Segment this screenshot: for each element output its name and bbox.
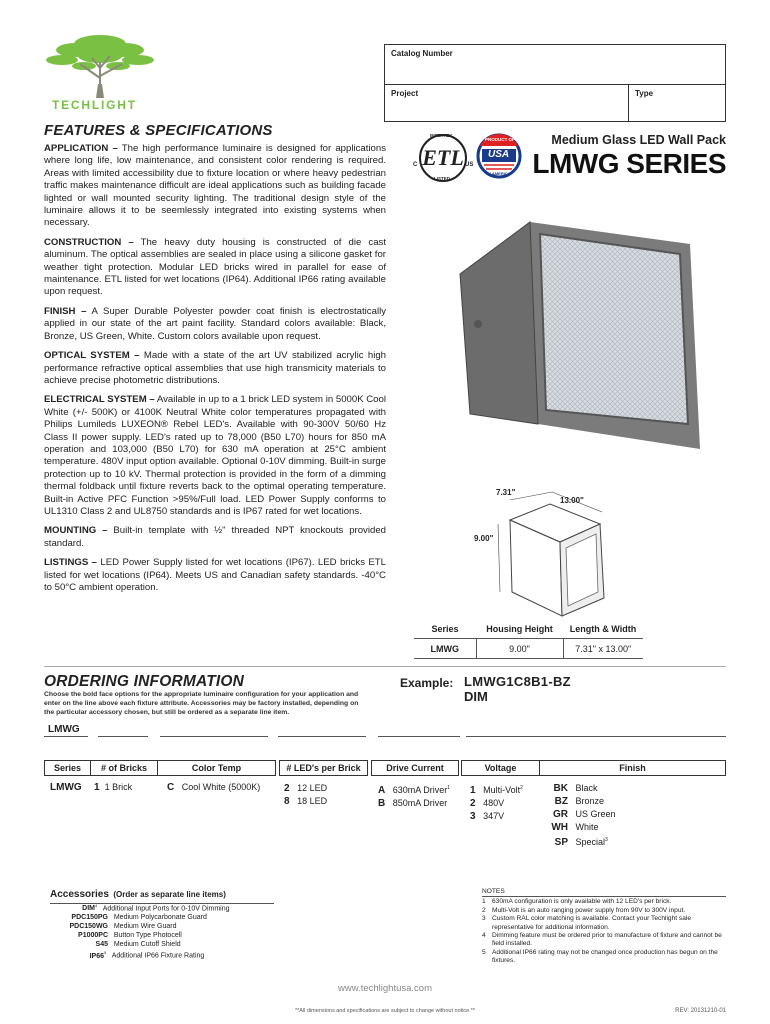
spec-table-header [414,619,643,639]
feature-electrical: ELECTRICAL SYSTEM – Available in up to a 1 brick LED system in 5000K Cool White (+/- 500K) or 4100K Neutral White color temperatures propagated with Philips Lumileds LUXEON® Rebel LED's. Available with 90-300V 50/60 Hz Class II power supply. LED's rated up to 78,000 (B50 L70) hours for 850 mA operation and 103,000 (B50 L70) for 630 mA operation at 25°C ambient temperature. 480V input option available. Optional 0-10V dimming. Built-in surge protection up to 10 kV. Thermal protection is provided in the form of a dimming thermal foldback until fixture reverts back to the optimal operating temperature. Built-in Active PFC Function >95%/Full load. LED Power Supply conforms to UL1310 Class 2 and UL8750 standards and is IP67 rated for wet locations. [44,394,386,517]
opt-voltage [470,782,523,823]
spec-td-lw: 7.31" x 13.00" [563,639,643,659]
accessories-list [50,902,280,961]
usa-top: PRODUCT OF [485,137,515,142]
opt-finish-gr: GR US Green [553,809,616,820]
acc-item: P1000PC Button Type Photocell [78,931,182,939]
col-leds: # LED's per Brick [279,760,368,776]
ordering-lines [44,736,726,738]
footer-rev: REV: 20131210-01 [675,1008,726,1014]
ordering-headers [44,760,726,776]
divider [44,666,726,667]
dim-width: 13.00" [560,496,584,505]
feature-listings: LISTINGS – LED Power Supply listed for wet locations (IP67). LED bricks ETL listed for wet locations (IP64). Meets US and Canadian safety standards. -40°C to 50°C ambient operation. [44,557,387,593]
example-code: LMWG1C8B1-BZ [464,674,571,689]
notes-title: NOTES [482,888,726,897]
type-box[interactable] [628,84,726,122]
feature-finish: FINISH – A Super Durable Polyester powder coat finish is electrostatically applied in our state of the art paint facility. Standard colors available: Black, Bronze, US Green, White. Custom colors available upon request. [44,305,387,342]
dim-height: 9.00" [474,534,494,543]
col-finish: Finish [539,760,726,776]
note-item: 4 Dimming feature must be ordered prior to manufacture of fixture and cannot be field installed. [482,932,722,948]
col-voltage: Voltage [461,760,540,776]
accessories-subtitle: (Order as separate line items) [113,890,226,899]
footer-disclaimer: **All dimensions and specifications are subject to change without notice.** [294,1008,476,1014]
etl-listed-logo [413,132,473,184]
spec-th-height: Housing Height [476,619,563,639]
spec-table-row [414,639,643,659]
col-bricks: # of Bricks [90,760,158,776]
spec-th-series: Series [414,619,476,639]
product-title: LMWG SERIES [532,148,726,179]
acc-item: S45 Medium Cutoff Shield [95,940,181,948]
ordering-desc: Choose the bold face options for the appropriate luminaire configuration for your application and enter on the line above each fixture attribute. Accessories may be factory installed, depending on the particular accessory chosen, but still be ordered as a separate line item. [44,691,359,716]
acc-item: $IP66^5$ Additional IP66 Fixture Rating [89,950,205,960]
accessories-header [50,884,274,904]
brand-name: TECHLIGHT [52,98,137,112]
techlight-logo [40,28,160,114]
note-item: 1 630mA configuration is only available with 12 LED's per brick. [482,898,672,906]
spec-th-lw: Length & Width [563,619,643,639]
opt-voltage-3: 3 347V [470,811,505,822]
acc-item: PDC150PG Medium Polycarbonate Guard [71,914,207,922]
type-label: Type [635,89,654,98]
usa-bottom: IN AMERICA [487,171,511,176]
etl-bottom: LISTED [434,176,451,181]
opt-leds [284,782,327,808]
product-photo [440,214,730,469]
ordering-prefix: LMWG [48,724,80,735]
feature-mounting: MOUNTING – Built-in template with ½" threaded NPT knockouts provided standard. [44,525,386,549]
svg-text:ETL: ETL [422,145,464,170]
note-item: 5 Additional IP66 rating may not be changed once production has begun on the fixtures. [482,948,718,965]
opt-voltage-1: 1 Multi-Volt$^2$ [470,785,523,796]
product-subtitle: Medium Glass LED Wall Pack [551,133,726,147]
opt-color: C Cool White (5000K) [167,782,261,793]
catalog-label: Catalog Number [391,49,453,58]
etl-c: C [413,162,418,168]
etl-top: INTERTEK [430,133,453,138]
features-title: FEATURES & SPECIFICATIONS [44,122,273,139]
example-label: Example: [400,676,454,690]
opt-finish-bz: BZ Bronze [554,796,605,807]
acc-item: DIM$^4$ Additional Input Ports for 0-10V Dimming [82,903,230,913]
feature-construction: CONSTRUCTION – The heavy duty housing is constructed of die cast aluminum. The optical assemblies are sealed in place using a silicone gasket for weather tight protection. Modular LED bricks wired in parallel for ease of maintenance. ETL listed for wet locations (IP64). Additional IP66 rating available upon request. [44,236,386,298]
etl-us: US [465,162,474,168]
col-series: Series [44,760,91,776]
opt-drive-b: B 850mA Driver [378,798,448,809]
opt-finish-sp: SP Special$^3$ [554,837,608,848]
opt-voltage-2: 2 480V [470,798,505,809]
col-drive: Drive Current [371,760,459,776]
opt-leds-8: 8 18 LED [284,796,328,807]
notes [482,888,726,966]
opt-finish-bk: BK Black [553,783,598,794]
spec-td-height: 9.00" [476,639,563,659]
ordering-title: ORDERING INFORMATION [44,673,245,690]
project-label: Project [391,89,419,98]
dimension-drawing [470,484,730,624]
feature-application: APPLICATION – The high performance luminaire is designed for applications where long life, low maintenance, and consistent color rendering is required. Areas with limited accessibility due to fixture location or where heavy pedestrian traffic makes maintenance difficult are ideal applications such as building facade lighted or wall mounted security lighting. The traditional design style of the luminaire allows it to be seemlessly integrated into existing systems when necessary. [44,143,387,229]
spec-td-series: LMWG [414,639,476,659]
acc-item: PDC150WG Medium Wire Guard [69,922,177,930]
col-color: Color Temp [157,760,276,776]
accessories-title: Accessories [50,889,109,900]
project-box[interactable] [384,84,629,122]
opt-drive [378,782,450,810]
opt-finish-wh: WH White [551,822,599,833]
usa-mid: USA [488,149,510,160]
catalog-number-box[interactable] [384,44,726,85]
opt-series: LMWG [50,782,82,793]
product-of-usa-logo [476,132,522,180]
opt-leds-2: 2 12 LED [284,783,328,794]
opt-bricks: 1 1 Brick [94,782,133,793]
features-text [44,143,386,601]
example-code-dim: DIM [464,689,488,704]
dim-depth: 7.31" [496,488,516,497]
feature-optical: OPTICAL SYSTEM – Made with a state of the art UV stabilized acrylic high performance refractive optical assemblies that use high transmicity materials to achieve precise photometric distributions. [44,350,387,386]
spec-table [414,619,643,659]
footer-url[interactable]: www.techlightusa.com [338,983,432,994]
opt-drive-a: A 630mA Driver$^1$ [378,785,451,796]
note-item: 3 Custom RAL color matching is available. Contact your Techlight sale representative for additional information. [482,915,692,931]
opt-finish [540,782,616,849]
note-item: 2 Multi-Volt is an auto ranging power supply from 90V to 300V input. [482,906,686,914]
